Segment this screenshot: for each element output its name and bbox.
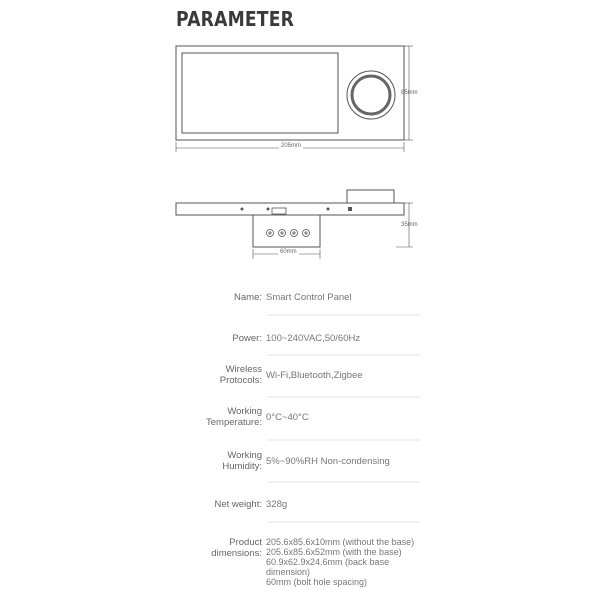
spec-value: 0°C~40°C (266, 412, 309, 423)
spec-value: 205.6x85.6x10mm (without the base) 205.6x85.6x52mm (with the base) 60.9x62.9x24.6mm (back base dimension) 60mm (bolt hole spacing) (266, 537, 415, 587)
page-title: PARAMETER (176, 7, 295, 31)
screw-holes (267, 230, 310, 237)
spec-label: Net weight: (214, 499, 262, 510)
width-dimension-label: 205mm (281, 143, 302, 149)
spec-label: Wireless Protocols: (219, 364, 262, 386)
spec-value: 328g (266, 499, 288, 510)
front-view (176, 46, 413, 152)
spec-label: Working Humidity: (222, 450, 262, 472)
spec-label: Name: (234, 292, 262, 303)
spec-value: Wi-Fi,Bluetooth,Zigbee (266, 370, 363, 381)
base-width-dimension-label: 60mm (280, 249, 297, 255)
spec-label: Working Temperature: (206, 406, 262, 428)
spec-label: Product dimensions: (211, 537, 262, 559)
depth-dimension-label: 35mm (401, 222, 418, 228)
spec-value: 100~240VAC,50/60Hz (266, 333, 361, 344)
spec-value: 5%~90%RH Non-condensing (266, 456, 390, 467)
height-dimension-label: 85mm (401, 90, 418, 96)
spec-value: Smart Control Panel (266, 292, 352, 303)
spec-label: Power: (232, 333, 262, 344)
